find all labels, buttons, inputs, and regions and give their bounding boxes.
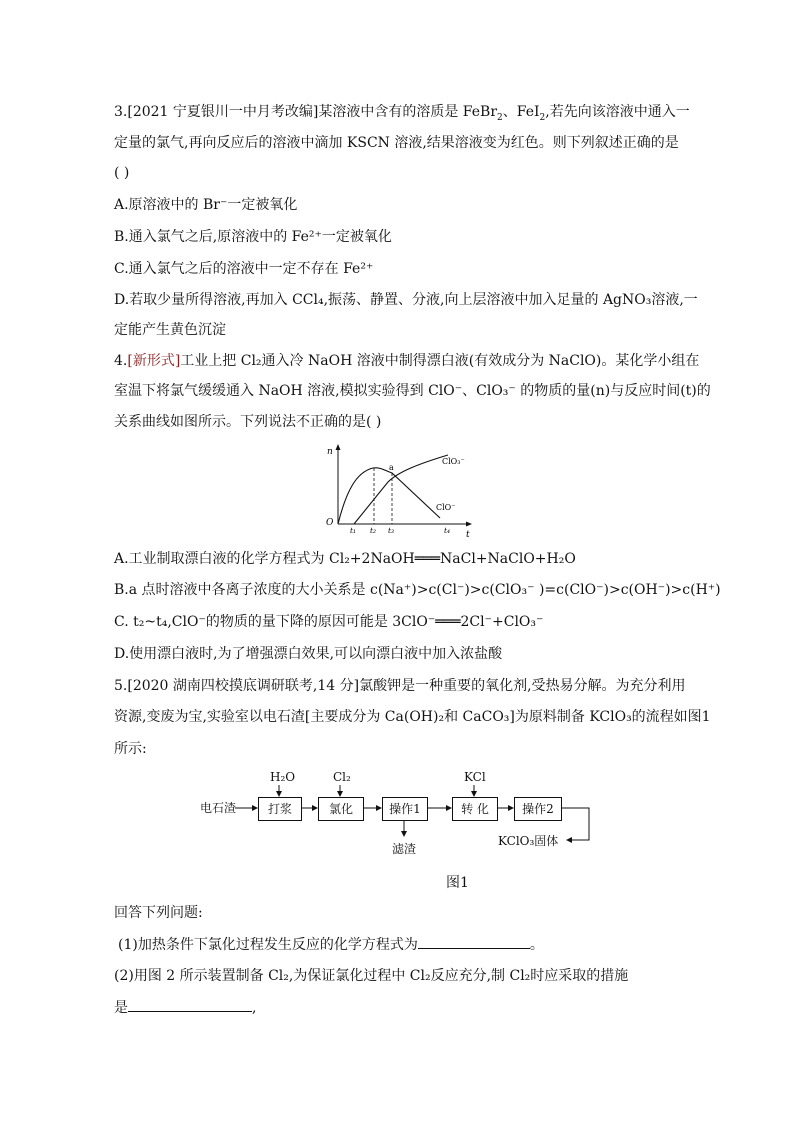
q3-option-b: B.通入氯气之后,原溶液中的 Fe²⁺一定被氧化 [114, 229, 392, 245]
q5-stem-line1: 5.[2020 湖南四校摸底调研联考,14 分]氯酸钾是一种重要的氧化剂,受热易分解。为充分利用 [114, 678, 686, 694]
y-axis-label: n [327, 447, 333, 457]
clo-label: ClO⁻ [436, 503, 456, 512]
flow-box-conversion: 转 化 [452, 797, 498, 821]
q5-stem-line2: 资源,变废为宝,实验室以电石渣[主要成分为 Ca(OH)₂和 CaCO₃]为原料制备 KClO₃的流程如图1 [114, 709, 711, 725]
clo3-curve [354, 455, 448, 524]
q4-option-a: A.工业制取漂白液的化学方程式为 Cl₂+2NaOH═══NaCl+NaClO+H₂O [114, 551, 576, 567]
q5-sub2-line1: (2)用图 2 所示装置制备 Cl₂,为保证氯化过程中 Cl₂反应充分,制 Cl₂时应采取的措施 [114, 968, 629, 984]
x-axis-arrow [466, 522, 472, 527]
q5-sub1: (1)加热条件下氯化过程发生反应的化学方程式为 。 [118, 934, 544, 955]
tick-t3: t₃ [388, 526, 395, 535]
tick-t1: t₁ [350, 526, 357, 535]
origin-label: O [326, 518, 334, 528]
point-a-label: a [389, 463, 394, 472]
q3-stem-line2: 定量的氯气,再向反应后的溶液中滴加 KSCN 溶液,结果溶液变为红色。则下列叙述正确的是 [114, 135, 679, 151]
clo-curve [338, 468, 440, 524]
flow-input-kcl: KCl [464, 770, 486, 784]
q4-stem-line2: 室温下将氯气缓缓通入 NaOH 溶液,模拟实验得到 ClO⁻、ClO₃⁻ 的物质的量(n)与反应时间(t)的 [114, 383, 711, 399]
answer-intro: 回答下列问题: [114, 905, 203, 921]
flow-box-op2: 操作2 [514, 797, 562, 821]
q5-sub2-line2: 是 , [114, 997, 256, 1018]
x-axis-label: t [466, 530, 470, 540]
tick-t4: t₄ [444, 526, 451, 535]
q3-stem-line1: 3.[2021 宁夏银川一中月考改编]某溶液中含有的溶质是 FeBr$_2$、FeI$_2$,若先向该溶液中通入一 [114, 104, 690, 123]
q4-option-d: D.使用漂白液时,为了增强漂白效果,可以向漂白液中加入浓盐酸 [114, 646, 503, 662]
q5-sub2-blank[interactable] [128, 997, 252, 1012]
q4-option-c: C. t₂~t₄,ClO⁻的物质的量下降的原因可能是 3ClO⁻═══2Cl⁻+ClO₃⁻ [114, 614, 544, 630]
flow-input-water: H₂O [270, 770, 296, 784]
q3-option-d-line1: D.若取少量所得溶液,再加入 CCl₄,振荡、静置、分液,向上层溶液中加入足量的 AgNO₃溶液,一 [114, 292, 698, 308]
flow-box-dajiang: 打浆 [258, 797, 302, 821]
tick-t2: t₂ [370, 526, 377, 535]
flow-start: 电石渣 [200, 801, 237, 815]
q5-sub1-blank[interactable] [418, 934, 530, 949]
q3-option-a: A.原溶液中的 Br⁻一定被氧化 [114, 197, 298, 213]
q5-stem-line3: 所示: [114, 741, 147, 757]
flow-box-op1: 操作1 [382, 797, 428, 821]
flow-box-chlorination: 氯化 [318, 797, 364, 821]
q4-option-b: B.a 点时溶液中各离子浓度的大小关系是 c(Na⁺)>c(Cl⁻)>c(ClO₃⁻ )=c(ClO⁻)>c(OH⁻)>c(H⁺) [114, 582, 721, 598]
q3-option-d-line2: 定能产生黄色沉淀 [114, 322, 226, 338]
q4-stem-line3: 关系曲线如图所示。下列说法不正确的是( ) [114, 414, 382, 430]
q4-graph [318, 442, 478, 542]
q3-answer-paren: ( ) [114, 165, 130, 181]
q4-stem-line1: 4.[新形式]工业上把 Cl₂通入冷 NaOH 溶液中制得漂白液(有效成分为 NaClO)。某化学小组在 [114, 353, 700, 369]
flow-product: KClO₃固体 [498, 834, 559, 848]
flow-input-cl2: Cl₂ [333, 770, 351, 784]
q3-option-c: C.通入氯气之后的溶液中一定不存在 Fe²⁺ [114, 261, 374, 277]
clo3-label: ClO₃⁻ [442, 457, 465, 466]
y-axis-arrow [336, 444, 341, 450]
flow-output-residue: 滤渣 [392, 842, 417, 856]
figure-caption: 图1 [446, 875, 469, 891]
q4-tag: [新形式] [127, 353, 181, 369]
